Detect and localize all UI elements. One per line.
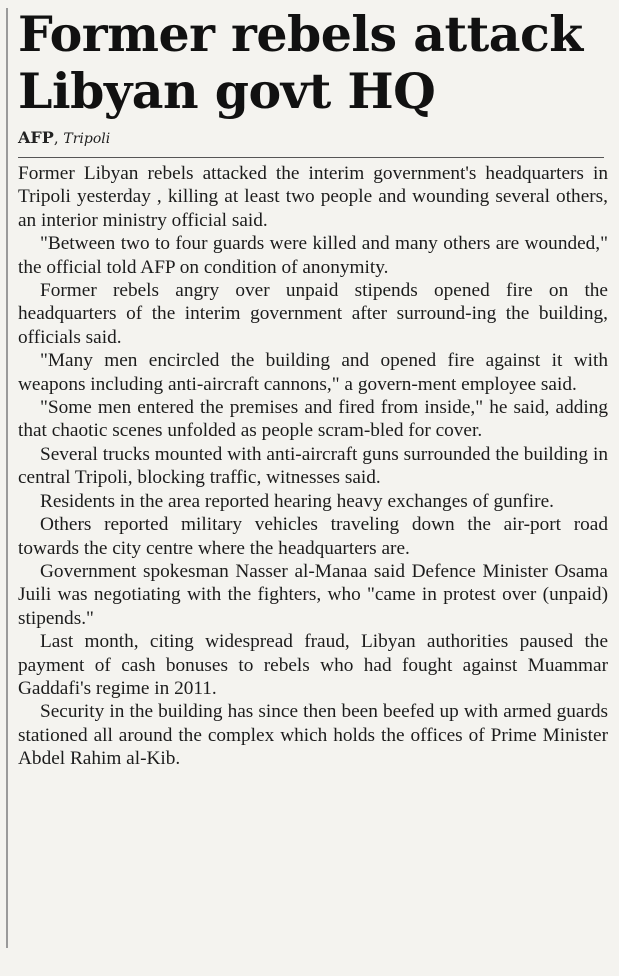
paragraph: Former Libyan rebels attacked the interim government's headquarters in Tripoli yesterday , killing at least two people and wounding several others, an interior ministry official said. (18, 163, 608, 231)
byline (18, 128, 608, 149)
byline-agency: AFP (18, 128, 54, 147)
column-rule (6, 8, 8, 948)
paragraph: Residents in the area reported hearing heavy exchanges of gunfire. (40, 490, 554, 512)
paragraph: Former rebels angry over unpaid stipends opened fire on the headquarters of the interim government after surround-ing the building, officials said. (18, 280, 608, 348)
paragraph: "Many men encircled the building and opened fire against it with weapons including anti-aircraft cannons," a govern-ment employee said. (18, 350, 608, 395)
paragraph: Several trucks mounted with anti-aircraft guns surrounded the building in central Tripoli, blocking traffic, witnesses said. (18, 443, 608, 489)
byline-divider (18, 157, 604, 158)
paragraph: "Between two to four guards were killed and many others are wounded," the official told AFP on condition of anonymity. (18, 233, 608, 278)
paragraph: Government spokesman Nasser al-Manaa said Defence Minister Osama Juili was negotiating with the fighters, who "came in protest over (unpaid) stipends." (18, 560, 608, 629)
byline-separator: , (53, 129, 64, 147)
article-body (18, 162, 608, 771)
paragraph: Others reported military vehicles traveling down the air-port road towards the city centre where the headquarters are. (18, 514, 608, 559)
paragraph: Security in the building has since then been beefed up with armed guards stationed all around the complex which holds the offices of Prime Minister Abdel Rahim al-Kib. (18, 701, 608, 770)
news-article (18, 6, 608, 771)
headline: Former rebels attack Libyan govt HQ (18, 5, 583, 120)
byline-place: Tripoli (63, 131, 111, 147)
paragraph: Last month, citing widespread fraud, Libyan authorities paused the payment of cash bonuses to rebels who had fought against Muammar Gaddafi's regime in 2011. (18, 631, 608, 699)
paragraph: "Some men entered the premises and fired from inside," he said, adding that chaotic scenes unfolded as people scram-bled for cover. (18, 397, 608, 442)
